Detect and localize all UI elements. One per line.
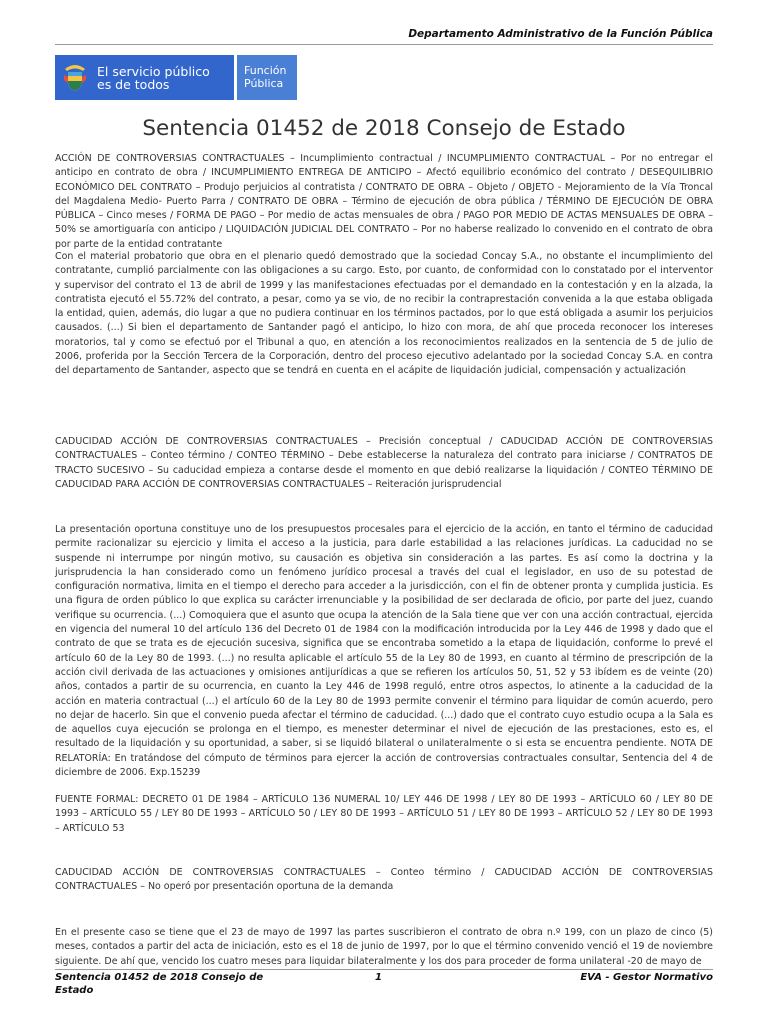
footer-page-number: 1 [375, 972, 382, 983]
paragraph-4: La presentación oportuna constituye uno de los presupuestos procesales para el ejercicio de la acción, en tanto el término de caducidad permite racionalizar su ejercicio y limita el acceso a la justicia, para darle estabilidad a las relaciones jurídicas. La caducidad no se suspende ni interrumpe por ningún motivo, su causación es objetiva sin consideración a las partes. Es así como la doctrina y la jurisprudencia la han considerado como un fenómeno jurídico procesal a través del cual el legislador, en uso de su potestad de configuración normativa, limita en el tiempo el derecho para acceder a la jurisdicción, con el fin de obtener pronta y cumplida justicia. Es una figura de orden público lo que explica su carácter irrenunciable y la posibilidad de ser declarada de oficio, por parte del juez, cuando verifique su ocurrencia. (...) Comoquiera que el asunto que ocupa la atención de la Sala tiene que ver con una acción contractual, ejercida en vigencia del numeral 10 del artículo 136 del Decreto 01 de 1984 con la modificación introducida por la Ley 446 de 1998 y dado que el contrato de que se trata es de ejecución sucesiva, significa que se encontraba sometido a la etapa de liquidación, conforme lo prevé el artículo 60 de la Ley 80 de 1993. (...) no resulta aplicable el artículo 55 de la Ley 80 de 1993, en cuanto al término de prescripción de la acción civil derivada de las actuaciones y omisiones antijurídicas a que se refieren los artículos 50, 51, 52 y 53 ibídem es de veinte (20) años, contados a partir de su ocurrencia, en cuanto la Ley 446 de 1998 reguló, entre otros aspectos, lo atinente a la caducidad de la acción en materia contractual (...) el artículo 60 de la Ley 80 de 1993 permite convenir el término para liquidar de común acuerdo, pero no dejar de hacerlo. Sin que el convenio pueda afectar el término de caducidad. (...) dado que el contrato cuyo estudio ocupa a la Sala es de aquellos cuya ejecución se prolonga en el tiempo, es menester determinar el nivel de ejecución de las prestaciones, esto es, el resultado de la liquidación y su oportunidad, a saber, si se liquidó bilateral o unilateralmente o si esta se encuentra pendiente. NOTA DE RELATORÍA: En tratándose del cómputo de términos para ejercer la acción de controversias contractuales consultar, Sentencia del 4 de diciembre de 2006. Exp.15239 [55, 524, 713, 779]
logo-brand-line2: Pública [244, 76, 284, 90]
paragraph-5: FUENTE FORMAL: DECRETO 01 DE 1984 – ARTÍCULO 136 NUMERAL 10/ LEY 446 DE 1998 / LEY 80 DE 1993 – ARTÍCULO 60 / LEY 80 DE 1993 – ARTÍCULO 55 / LEY 80 DE 1993 – ARTÍCULO 50 / LEY 80 DE 1993 – ARTÍCULO 51 / LEY 80 DE 1993 – ARTÍCULO 52 / LEY 80 DE 1993 – ARTÍCULO 53 [55, 794, 713, 834]
paragraph-7: En el presente caso se tiene que el 23 de mayo de 1997 las partes suscribieron el contrato de obra n.º 199, con un plazo de cinco (5) meses, contados a partir del acta de iniciación, esto es el 18 de junio de 1997, por lo que el término convenido venció el 19 de noviembre siguiente. De ahí que, vencido los cuatro meses para liquidar bilateralmente y los dos para proceder de forma unilateral -20 de mayo de [55, 927, 713, 967]
department-header: Departamento Administrativo de la Función Pública [55, 28, 713, 45]
paragraph-6: CADUCIDAD ACCIÓN DE CONTROVERSIAS CONTRACTUALES – Conteo término / CADUCIDAD ACCIÓN DE CONTROVERSIAS CONTRACTUALES – No operó por presentación oportuna de la demanda [55, 867, 713, 893]
coat-of-arms-icon [55, 55, 95, 100]
page-footer [55, 969, 713, 1000]
logo-slogan-line2: es de todos [97, 76, 170, 92]
document-title: Sentencia 01452 de 2018 Consejo de Estado [142, 116, 626, 141]
logo-slogan-line1: El servicio público [97, 63, 210, 79]
logo-slogan-block [55, 55, 234, 100]
paragraph-3: CADUCIDAD ACCIÓN DE CONTROVERSIAS CONTRACTUALES – Precisión conceptual / CADUCIDAD ACCIÓN DE CONTROVERSIAS CONTRACTUALES – Conteo término / CONTEO TÉRMINO – Debe establecerse la naturaleza del contrato para iniciarse / CONTRATOS DE TRACTO SUCESIVO – Su caducidad empieza a contarse desde el momento en que debió realizarse la liquidación / CONTEO TÉRMINO DE CADUCIDAD PARA ACCIÓN DE CONTROVERSIAS CONTRACTUALES – Reiteración jurisprudencial [55, 436, 713, 490]
logo-brand-line1: Función [244, 64, 287, 77]
logo-slogan [95, 65, 210, 91]
logo-banner [55, 55, 297, 100]
paragraph-2: Con el material probatorio que obra en el plenario quedó demostrado que la sociedad Concay S.A., no obstante el incumplimiento del contratante, cumplió parcialmente con las obligaciones a su cargo. Esto, por cuanto, de conformidad con lo constatado por el interventor y supervisor del contrato el 13 de abril de 1999 y las manifestaciones efectuadas por el demandado en la contestación y en la alzada, la contratista ejecutó el 55.72% del contrato, a pesar, como ya se vio, de no recibir la contraprestación convenida a la que estaba obligada la entidad, quien, además, dio lugar a que no pudiera continuar en los términos pactados, por lo que está obligada a asumir los perjuicios causados. (...) Si bien el departamento de Santander pagó el anticipo, lo hizo con mora, de ahí que proceda reconocer los intereses moratorios, tal y como se efectuó por el Tribunal a quo, en atención a los reconocimientos realizados en la sentencia de 5 de julio de 2006, proferida por la Sección Tercera de la Corporación, dentro del proceso ejecutivo adelantado por la sociedad Concay S.A. en contra del departamento de Santander, aspecto que se tendrá en cuenta en el acápite de liquidación judicial, compensación y actualización [55, 251, 713, 377]
logo-brand-block [237, 55, 297, 100]
footer-system-name: EVA - Gestor Normativo [580, 972, 713, 983]
paragraph-1: ACCIÓN DE CONTROVERSIAS CONTRACTUALES – Incumplimiento contractual / INCUMPLIMIENTO CONTRACTUAL – Por no entregar el anticipo en contrato de obra / INCUMPLIMIENTO ENTREGA DE ANTICIPO – Afectó equilibrio económico del contrato / DESEQUILIBRIO ECONÓMICO DEL CONTRATO – Produjo perjuicios al contratista / CONTRATO DE OBRA – Objeto / OBJETO - Mejoramiento de la Vía Troncal del Magdalena Medio- Puerto Parra / CONTRATO DE OBRA – Término de ejecución de obra pública / TÉRMINO DE EJECUCIÓN DE OBRA PÚBLICA – Cinco meses / FORMA DE PAGO – Por medio de actas mensuales de obra / PAGO POR MEDIO DE ACTAS MENSUALES DE OBRA – 50% se amortiguaría con anticipo / LIQUIDACIÓN JUDICIAL DEL CONTRATO – Por no haberse realizado lo convenido en el contrato de obra por parte de la entidad contratante [55, 153, 713, 250]
footer-document-title: Sentencia 01452 de 2018 Consejo de Estado [55, 972, 264, 996]
